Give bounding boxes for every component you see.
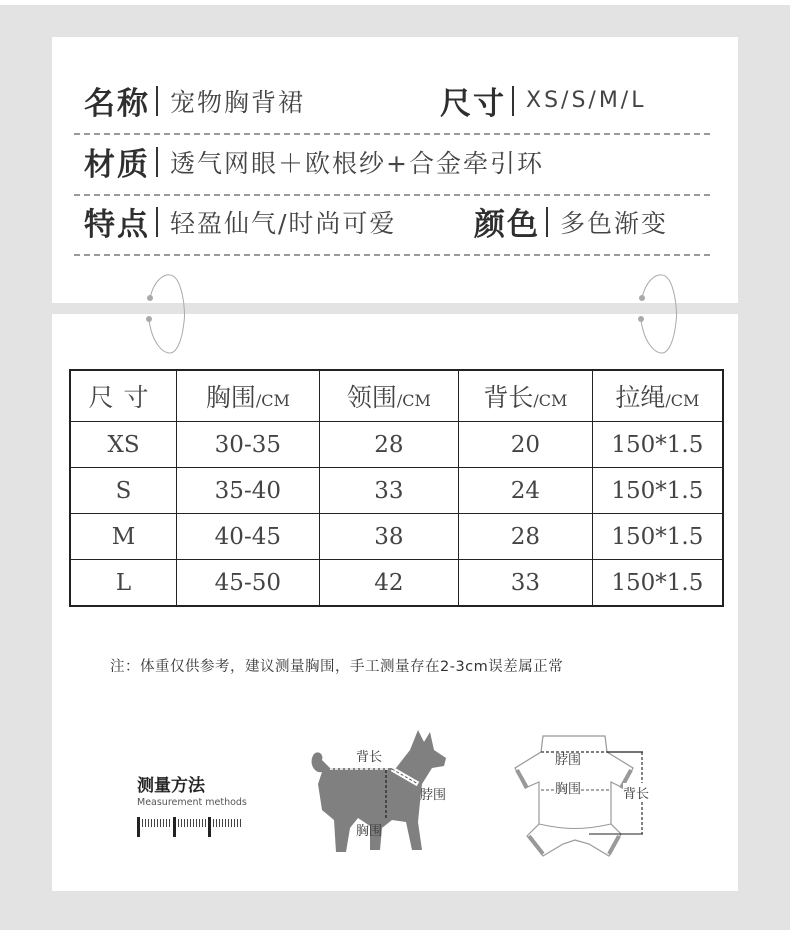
- cell-neck: 28: [319, 422, 459, 468]
- divider-bar: [512, 86, 514, 116]
- cell-leash: 150*1.5: [592, 422, 723, 468]
- size-pair: [440, 78, 646, 123]
- size-table: [69, 369, 724, 607]
- dog-label-chest: 胸围: [356, 824, 383, 839]
- cell-back-length: 24: [459, 468, 593, 514]
- cell-leash: 150*1.5: [592, 514, 723, 560]
- cell-chest: 30-35: [177, 422, 320, 468]
- size-label: 尺寸: [440, 86, 506, 122]
- measurement-title: 测量方法: [137, 776, 205, 796]
- cell-size: XS: [70, 422, 177, 468]
- header-neck: 领围/CM: [319, 370, 459, 422]
- dashed-divider: [74, 133, 710, 135]
- garment-label-chest: 胸围: [555, 778, 581, 797]
- material-value: 透气网眼＋欧根纱+合金牵引环: [170, 148, 544, 178]
- cell-chest: 40-45: [177, 514, 320, 560]
- cell-neck: 38: [319, 514, 459, 560]
- material-label: 材质: [84, 147, 150, 183]
- cell-size: S: [70, 468, 177, 514]
- table-row: [70, 514, 723, 560]
- divider-bar: [156, 207, 158, 237]
- feature-pair: [84, 199, 396, 244]
- cell-back-length: 28: [459, 514, 593, 560]
- cell-size: M: [70, 514, 177, 560]
- divider-bar: [156, 147, 158, 177]
- color-pair: [474, 199, 668, 244]
- name-label: 名称: [84, 86, 150, 122]
- size-value: XS/S/M/L: [526, 88, 647, 113]
- header-back-length: 背长/CM: [459, 370, 593, 422]
- binder-ring-icon: [632, 270, 692, 360]
- cell-leash: 150*1.5: [592, 560, 723, 607]
- binder-ring-icon: [140, 270, 200, 360]
- header-size: 尺寸: [70, 370, 177, 422]
- table-header-row: [70, 370, 723, 422]
- color-value: 多色渐变: [560, 208, 669, 238]
- cell-size: L: [70, 560, 177, 607]
- feature-label: 特点: [84, 207, 150, 243]
- cell-leash: 150*1.5: [592, 468, 723, 514]
- divider-bar: [156, 86, 158, 116]
- name-value: 宠物胸背裙: [170, 87, 306, 117]
- measurement-subtitle: Measurement methods: [137, 797, 247, 808]
- dashed-divider: [74, 254, 710, 256]
- header-leash: 拉绳/CM: [592, 370, 723, 422]
- info-row-name-size: [74, 75, 710, 135]
- table-row: [70, 468, 723, 514]
- ruler-icon: [137, 817, 245, 839]
- info-row-feature-color: [74, 196, 710, 256]
- color-label: 颜色: [474, 207, 540, 243]
- dog-label-neck: 脖围: [420, 788, 447, 803]
- dog-label-back: 背长: [356, 750, 383, 765]
- garment-label-neck: 脖围: [555, 753, 582, 768]
- cell-chest: 45-50: [177, 560, 320, 607]
- cell-back-length: 20: [459, 422, 593, 468]
- divider-bar: [546, 207, 548, 237]
- feature-value: 轻盈仙气/时尚可爱: [170, 208, 397, 238]
- cell-neck: 33: [319, 468, 459, 514]
- name-pair: [84, 78, 305, 123]
- cell-neck: 42: [319, 560, 459, 607]
- info-row-material: [74, 136, 710, 196]
- garment-label-back: 背长: [623, 783, 649, 802]
- material-pair: [84, 139, 544, 184]
- table-row: [70, 422, 723, 468]
- cell-chest: 35-40: [177, 468, 320, 514]
- measurement-note: 注：体重仅供参考，建议测量胸围，手工测量存在2-3cm误差属正常: [110, 659, 564, 675]
- cell-back-length: 33: [459, 560, 593, 607]
- table-row: [70, 560, 723, 607]
- header-chest: 胸围/CM: [177, 370, 320, 422]
